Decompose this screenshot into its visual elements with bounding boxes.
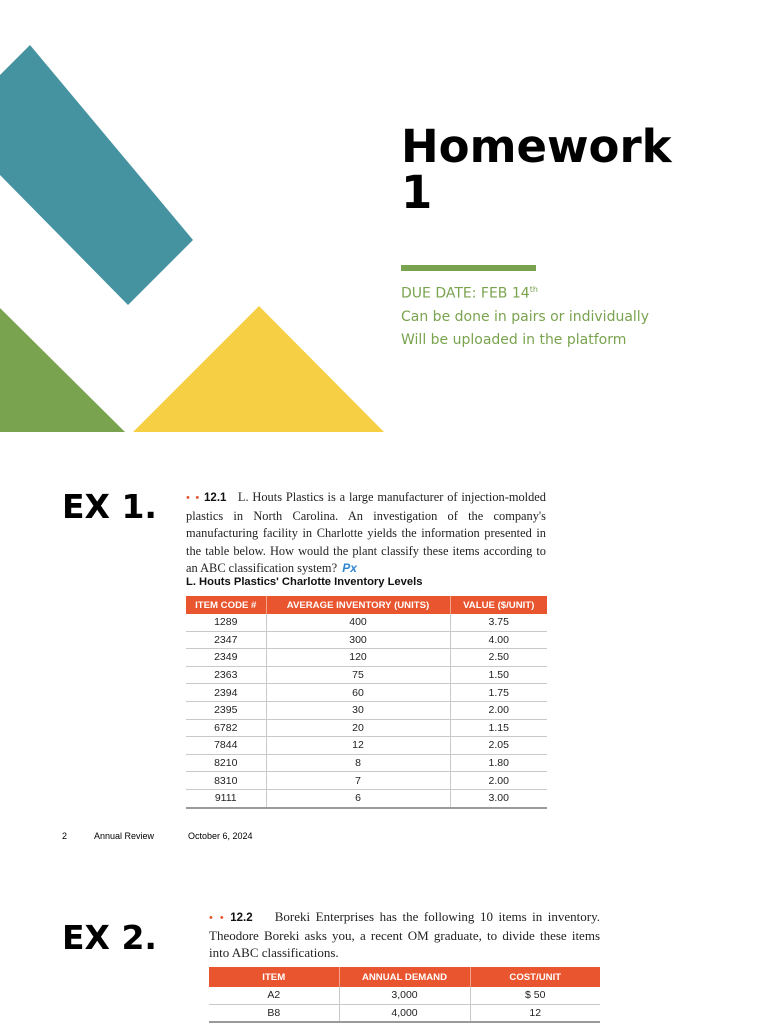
problem-body: Boreki Enterprises has the following 10 items in inventory. Theodore Boreki asks you, a recent OM graduate, to divide these items into ABC classifications. bbox=[209, 909, 601, 960]
cell-item: A2 bbox=[209, 987, 339, 1004]
boreki-items-table bbox=[209, 967, 600, 1023]
cell-value: 2.00 bbox=[450, 701, 547, 719]
table-row bbox=[186, 631, 547, 649]
cell-item-code: 2394 bbox=[186, 684, 266, 702]
cell-average-inventory: 20 bbox=[266, 719, 450, 737]
cell-item-code: 9111 bbox=[186, 789, 266, 807]
table-row bbox=[186, 754, 547, 772]
due-date-line bbox=[401, 285, 538, 302]
due-date-suffix: th bbox=[529, 285, 538, 294]
cell-average-inventory: 8 bbox=[266, 754, 450, 772]
table-row bbox=[186, 666, 547, 684]
cell-value: 1.50 bbox=[450, 666, 547, 684]
cell-average-inventory: 30 bbox=[266, 701, 450, 719]
table-row bbox=[186, 737, 547, 755]
cell-item-code: 8210 bbox=[186, 754, 266, 772]
cell-average-inventory: 60 bbox=[266, 684, 450, 702]
header-item-code: ITEM CODE # bbox=[186, 596, 266, 614]
yellow-triangle bbox=[133, 306, 384, 432]
cell-value: 1.15 bbox=[450, 719, 547, 737]
cell-item-code: 2363 bbox=[186, 666, 266, 684]
table-row bbox=[186, 772, 547, 790]
cell-value: 2.05 bbox=[450, 737, 547, 755]
title-underline bbox=[401, 265, 536, 271]
px-icon: Px bbox=[342, 561, 357, 575]
title-line-1: Homework bbox=[401, 120, 672, 173]
problem-12-1-text bbox=[186, 489, 546, 578]
cell-value: 4.00 bbox=[450, 631, 547, 649]
cell-item-code: 1289 bbox=[186, 614, 266, 631]
problem-12-2-text bbox=[209, 908, 600, 961]
cell-item-code: 6782 bbox=[186, 719, 266, 737]
teal-diagonal-band bbox=[0, 45, 193, 305]
title-line-2: 1 bbox=[401, 166, 433, 219]
problem-number: 12.1 bbox=[204, 492, 227, 504]
table-row bbox=[209, 1004, 600, 1022]
cell-average-inventory: 6 bbox=[266, 789, 450, 807]
pairs-line: Can be done in pairs or individually bbox=[401, 309, 649, 325]
cell-item-code: 2347 bbox=[186, 631, 266, 649]
exercise-1-label: EX 1. bbox=[62, 487, 157, 526]
decorative-shapes bbox=[0, 0, 400, 440]
cell-value: 1.80 bbox=[450, 754, 547, 772]
header-item: ITEM bbox=[209, 967, 339, 987]
cell-average-inventory: 300 bbox=[266, 631, 450, 649]
green-triangle bbox=[0, 308, 125, 432]
header-value: VALUE ($/UNIT) bbox=[450, 596, 547, 614]
header-annual-demand: ANNUAL DEMAND bbox=[339, 967, 470, 987]
table-row bbox=[186, 701, 547, 719]
upload-line: Will be uploaded in the platform bbox=[401, 332, 627, 348]
footer-section: Annual Review bbox=[94, 831, 155, 841]
cell-value: 2.50 bbox=[450, 649, 547, 667]
cell-value: 2.00 bbox=[450, 772, 547, 790]
table-row bbox=[186, 719, 547, 737]
cell-item-code: 2395 bbox=[186, 701, 266, 719]
cell-annual-demand: 4,000 bbox=[339, 1004, 470, 1022]
cell-item-code: 2349 bbox=[186, 649, 266, 667]
cell-cost-unit: 12 bbox=[470, 1004, 600, 1022]
cell-item: B8 bbox=[209, 1004, 339, 1022]
table-caption: L. Houts Plastics' Charlotte Inventory Levels bbox=[186, 576, 423, 588]
header-average-inventory: AVERAGE INVENTORY (UNITS) bbox=[266, 596, 450, 614]
table-header-row bbox=[209, 967, 600, 987]
cell-cost-unit: $ 50 bbox=[470, 987, 600, 1004]
cell-value: 1.75 bbox=[450, 684, 547, 702]
cell-average-inventory: 12 bbox=[266, 737, 450, 755]
cell-annual-demand: 3,000 bbox=[339, 987, 470, 1004]
footer-page-number: 2 bbox=[62, 831, 68, 841]
cell-item-code: 8310 bbox=[186, 772, 266, 790]
footer-date: October 6, 2024 bbox=[188, 831, 253, 841]
problem-body: L. Houts Plastics is a large manufacturer of injection-molded plastics in North Carolina. An investigation of the company's manufacturing facility in Charlotte yields the information presented in the table below. How would the plant classify these items according to an ABC classification system? bbox=[186, 490, 547, 575]
difficulty-dots: • • bbox=[209, 912, 225, 924]
problem-number: 12.2 bbox=[230, 912, 253, 924]
table-row bbox=[186, 684, 547, 702]
header-cost-unit: COST/UNIT bbox=[470, 967, 600, 987]
difficulty-dots: • • bbox=[186, 492, 201, 504]
table-header-row bbox=[186, 596, 547, 614]
cell-average-inventory: 7 bbox=[266, 772, 450, 790]
cell-item-code: 7844 bbox=[186, 737, 266, 755]
page-title bbox=[401, 120, 672, 219]
table-row bbox=[186, 649, 547, 667]
cell-average-inventory: 120 bbox=[266, 649, 450, 667]
cell-average-inventory: 400 bbox=[266, 614, 450, 631]
cell-average-inventory: 75 bbox=[266, 666, 450, 684]
due-date-text: DUE DATE: FEB 14 bbox=[401, 285, 530, 302]
inventory-table bbox=[186, 596, 547, 809]
table-row bbox=[186, 614, 547, 631]
table-row bbox=[186, 789, 547, 807]
cell-value: 3.00 bbox=[450, 789, 547, 807]
exercise-2-label: EX 2. bbox=[62, 918, 157, 957]
cell-value: 3.75 bbox=[450, 614, 547, 631]
table-row bbox=[209, 987, 600, 1004]
